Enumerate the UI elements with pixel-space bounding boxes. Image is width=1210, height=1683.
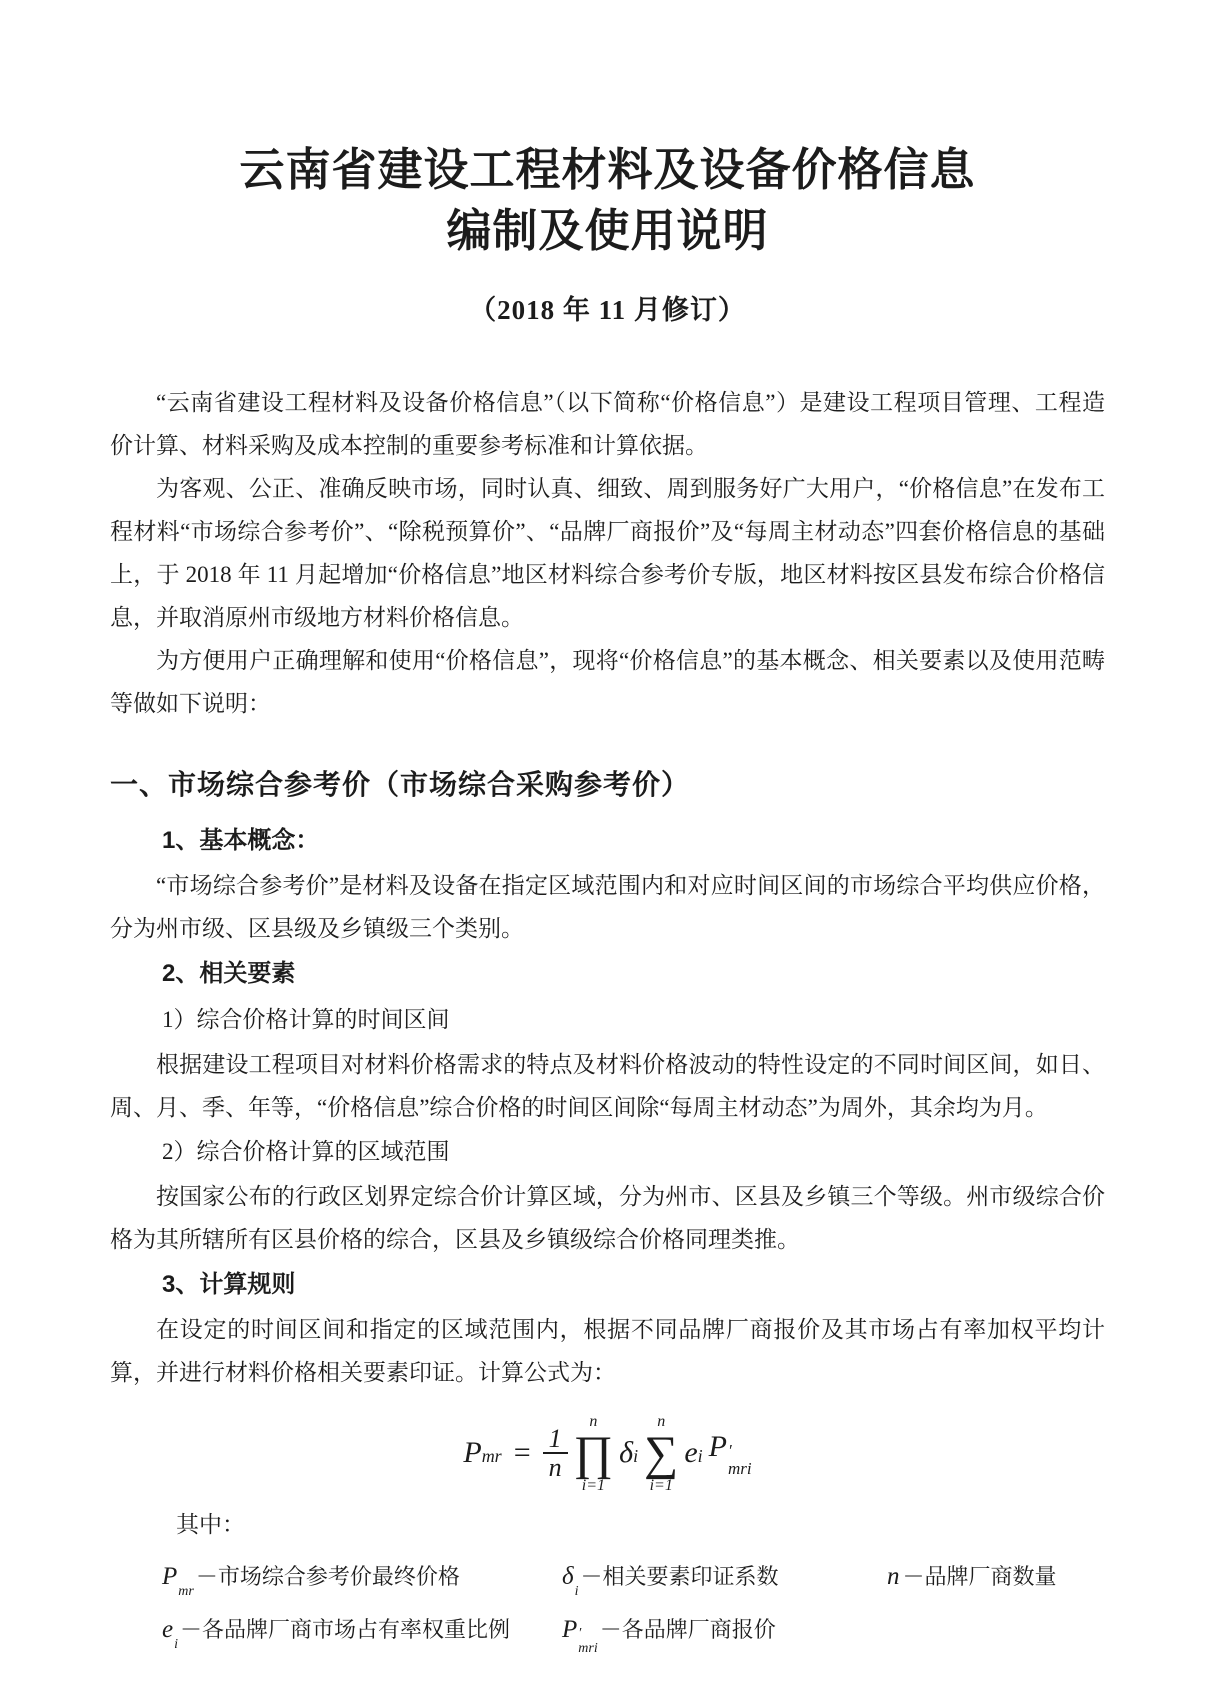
legend-row-1 <box>162 1560 1105 1599</box>
section-1-sub-3-heading: 3、计算规则 <box>162 1270 296 1298</box>
legend-row-2 <box>162 1613 1105 1656</box>
section-1-sub-2-item-1-paragraph: 根据建设工程项目对材料价格需求的特点及材料价格波动的特性设定的不同时间区间，如日、周、月、季、年等，“价格信息”综合价格的时间区间除“每周主材动态”为周外，其余均为月。 <box>110 1051 1105 1120</box>
document-title-line2: 编制及使用说明 <box>446 205 769 256</box>
section-1-sub-3-paragraph: 在设定的时间区间和指定的区域范围内，根据不同品牌厂商报价及其市场占有率加权平均计算，并进行材料价格相关要素印证。计算公式为： <box>110 1316 1105 1385</box>
intro-paragraph-1: “云南省建设工程材料及设备价格信息”（以下简称“价格信息”）是建设工程项目管理、工程造价计算、材料采购及成本控制的重要参考标准和计算依据。 <box>110 389 1105 458</box>
section-1-heading: 一、市场综合参考价（市场综合采购参考价） <box>110 768 691 800</box>
intro-paragraph-3: 为方便用户正确理解和使用“价格信息”，现将“价格信息”的基本概念、相关要素以及使用范畴等做如下说明： <box>110 647 1105 716</box>
sum-operator: n ∑ i=1 <box>644 1412 679 1495</box>
formula-where-label: 其中： <box>176 1512 245 1538</box>
section-1-sub-2-item-1-heading: 1）综合价格计算的时间区间 <box>162 1006 450 1032</box>
section-1-sub-1-heading: 1、基本概念： <box>162 826 320 854</box>
legend-item-ei: e i －各品牌厂商市场占有率权重比例 <box>162 1616 511 1653</box>
intro-paragraph-2: 为客观、公正、准确反映市场，同时认真、细致、周到服务好广大用户，“价格信息”在发布工程材料“市场综合参考价”、“除税预算价”、“品牌厂商报价”及“每周主材动态”四套价格信息的基础上，于 2018 年 11 月起增加“价格信息”地区材料综合参考价专版，地区材料按区县发布综合价格信息，并取消原州市级地方材料价格信息。 <box>110 475 1105 630</box>
legend-item-pmr: P mr －市场综合参考价最终价格 <box>162 1563 460 1600</box>
product-operator: n ∏ i=1 <box>573 1412 614 1495</box>
formula-e-term: e i <box>684 1436 703 1470</box>
formula-fraction: $\frac{1}{n}$ <box>543 1425 568 1482</box>
legend-item-n: n －品牌厂商数量 <box>887 1563 1057 1591</box>
intro-block <box>110 381 1105 725</box>
formula-delta-term: δ i <box>619 1436 639 1470</box>
document-title <box>110 140 1105 262</box>
formula-price-term: P ′ mri <box>708 1429 752 1478</box>
document-subtitle: （2018 年 11 月修订） <box>469 294 746 325</box>
formula-legend <box>110 1560 1105 1656</box>
section-1-sub-2-item-2-paragraph: 按国家公布的行政区划界定综合价计算区域，分为州市、区县及乡镇三个等级。州市级综合价格为其所辖所有区县价格的综合，区县及乡镇级综合价格同理类推。 <box>110 1183 1105 1252</box>
section-1-sub-2-item-2-heading: 2）综合价格计算的区域范围 <box>162 1138 450 1164</box>
section-1-sub-1-paragraph: “市场综合参考价”是材料及设备在指定区域范围内和对应时间区间的市场综合平均供应价格，分为州市级、区县级及乡镇级三个类别。 <box>110 872 1105 941</box>
section-1-sub-2-heading: 2、相关要素 <box>162 959 296 987</box>
market-reference-price-formula <box>463 1412 751 1496</box>
formula-lhs: P mr <box>463 1436 502 1470</box>
document-title-line1: 云南省建设工程材料及设备价格信息 <box>239 145 976 195</box>
legend-item-pmri: P ′ mri －各品牌厂商报价 <box>562 1616 776 1657</box>
legend-item-delta: δ i －相关要素印证系数 <box>562 1563 779 1600</box>
formula-equals-sign: = <box>513 1436 531 1470</box>
formula-block <box>110 1412 1105 1496</box>
